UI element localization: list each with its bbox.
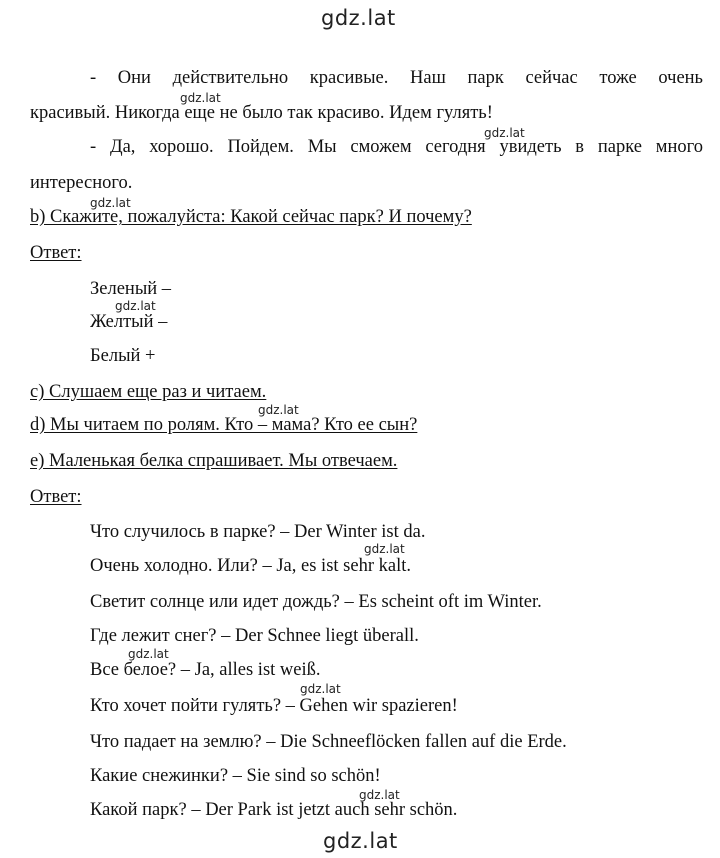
dialog-line-3: - Да, хорошо. Пойдем. Мы сможем сегодня увидеть в парке много [90,137,703,157]
task-c: c) Слушаем еще раз и читаем. [30,382,267,402]
watermark: gdz.lat [115,299,156,313]
watermark: gdz.lat [484,126,525,140]
watermark: gdz.lat [128,647,169,661]
park-option-green: Зеленый – [90,279,172,299]
answer-line: Очень холодно. Или? – Ja, es ist sehr kalt. [90,556,411,576]
answer-line: Где лежит снег? – Der Schnee liegt überall. [90,626,419,646]
dialog-line-1: - Они действительно красивые. Наш парк сейчас тоже очень [90,68,703,88]
task-d: d) Мы читаем по ролям. Кто – мама? Кто ее сын? [30,415,418,435]
answer-label-1: Ответ: [30,243,82,263]
watermark: gdz.lat [258,403,299,417]
dialog-line-4: интересного. [30,173,133,193]
footer-watermark: gdz.lat [323,829,398,853]
watermark: gdz.lat [364,542,405,556]
park-option-white: Белый + [90,346,156,366]
watermark: gdz.lat [90,196,131,210]
answer-line: Какие снежинки? – Sie sind so schön! [90,766,381,786]
answer-line: Кто хочет пойти гулять? – Gehen wir spazieren! [90,696,458,716]
answer-line: Все белое? – Ja, alles ist weiß. [90,660,321,680]
park-option-yellow: Желтый – [90,312,168,332]
answer-line: Что падает на землю? – Die Schneeflöcken fallen auf die Erde. [90,732,567,752]
task-e: e) Маленькая белка спрашивает. Мы отвечаем. [30,451,398,471]
watermark: gdz.lat [180,91,221,105]
answer-line: Светит солнце или идет дождь? – Es scheint oft im Winter. [90,592,542,612]
answer-label-2: Ответ: [30,487,82,507]
answer-line: Что случилось в парке? – Der Winter ist da. [90,522,426,542]
watermark: gdz.lat [359,788,400,802]
answer-line: Какой парк? – Der Park ist jetzt auch sehr schön. [90,800,458,820]
dialog-line-2: красивый. Никогда еще не было так красиво. Идем гулять! [30,103,493,123]
task-b: b) Скажите, пожалуйста: Какой сейчас парк? И почему? [30,207,472,227]
watermark: gdz.lat [300,682,341,696]
header-watermark: gdz.lat [321,6,396,30]
